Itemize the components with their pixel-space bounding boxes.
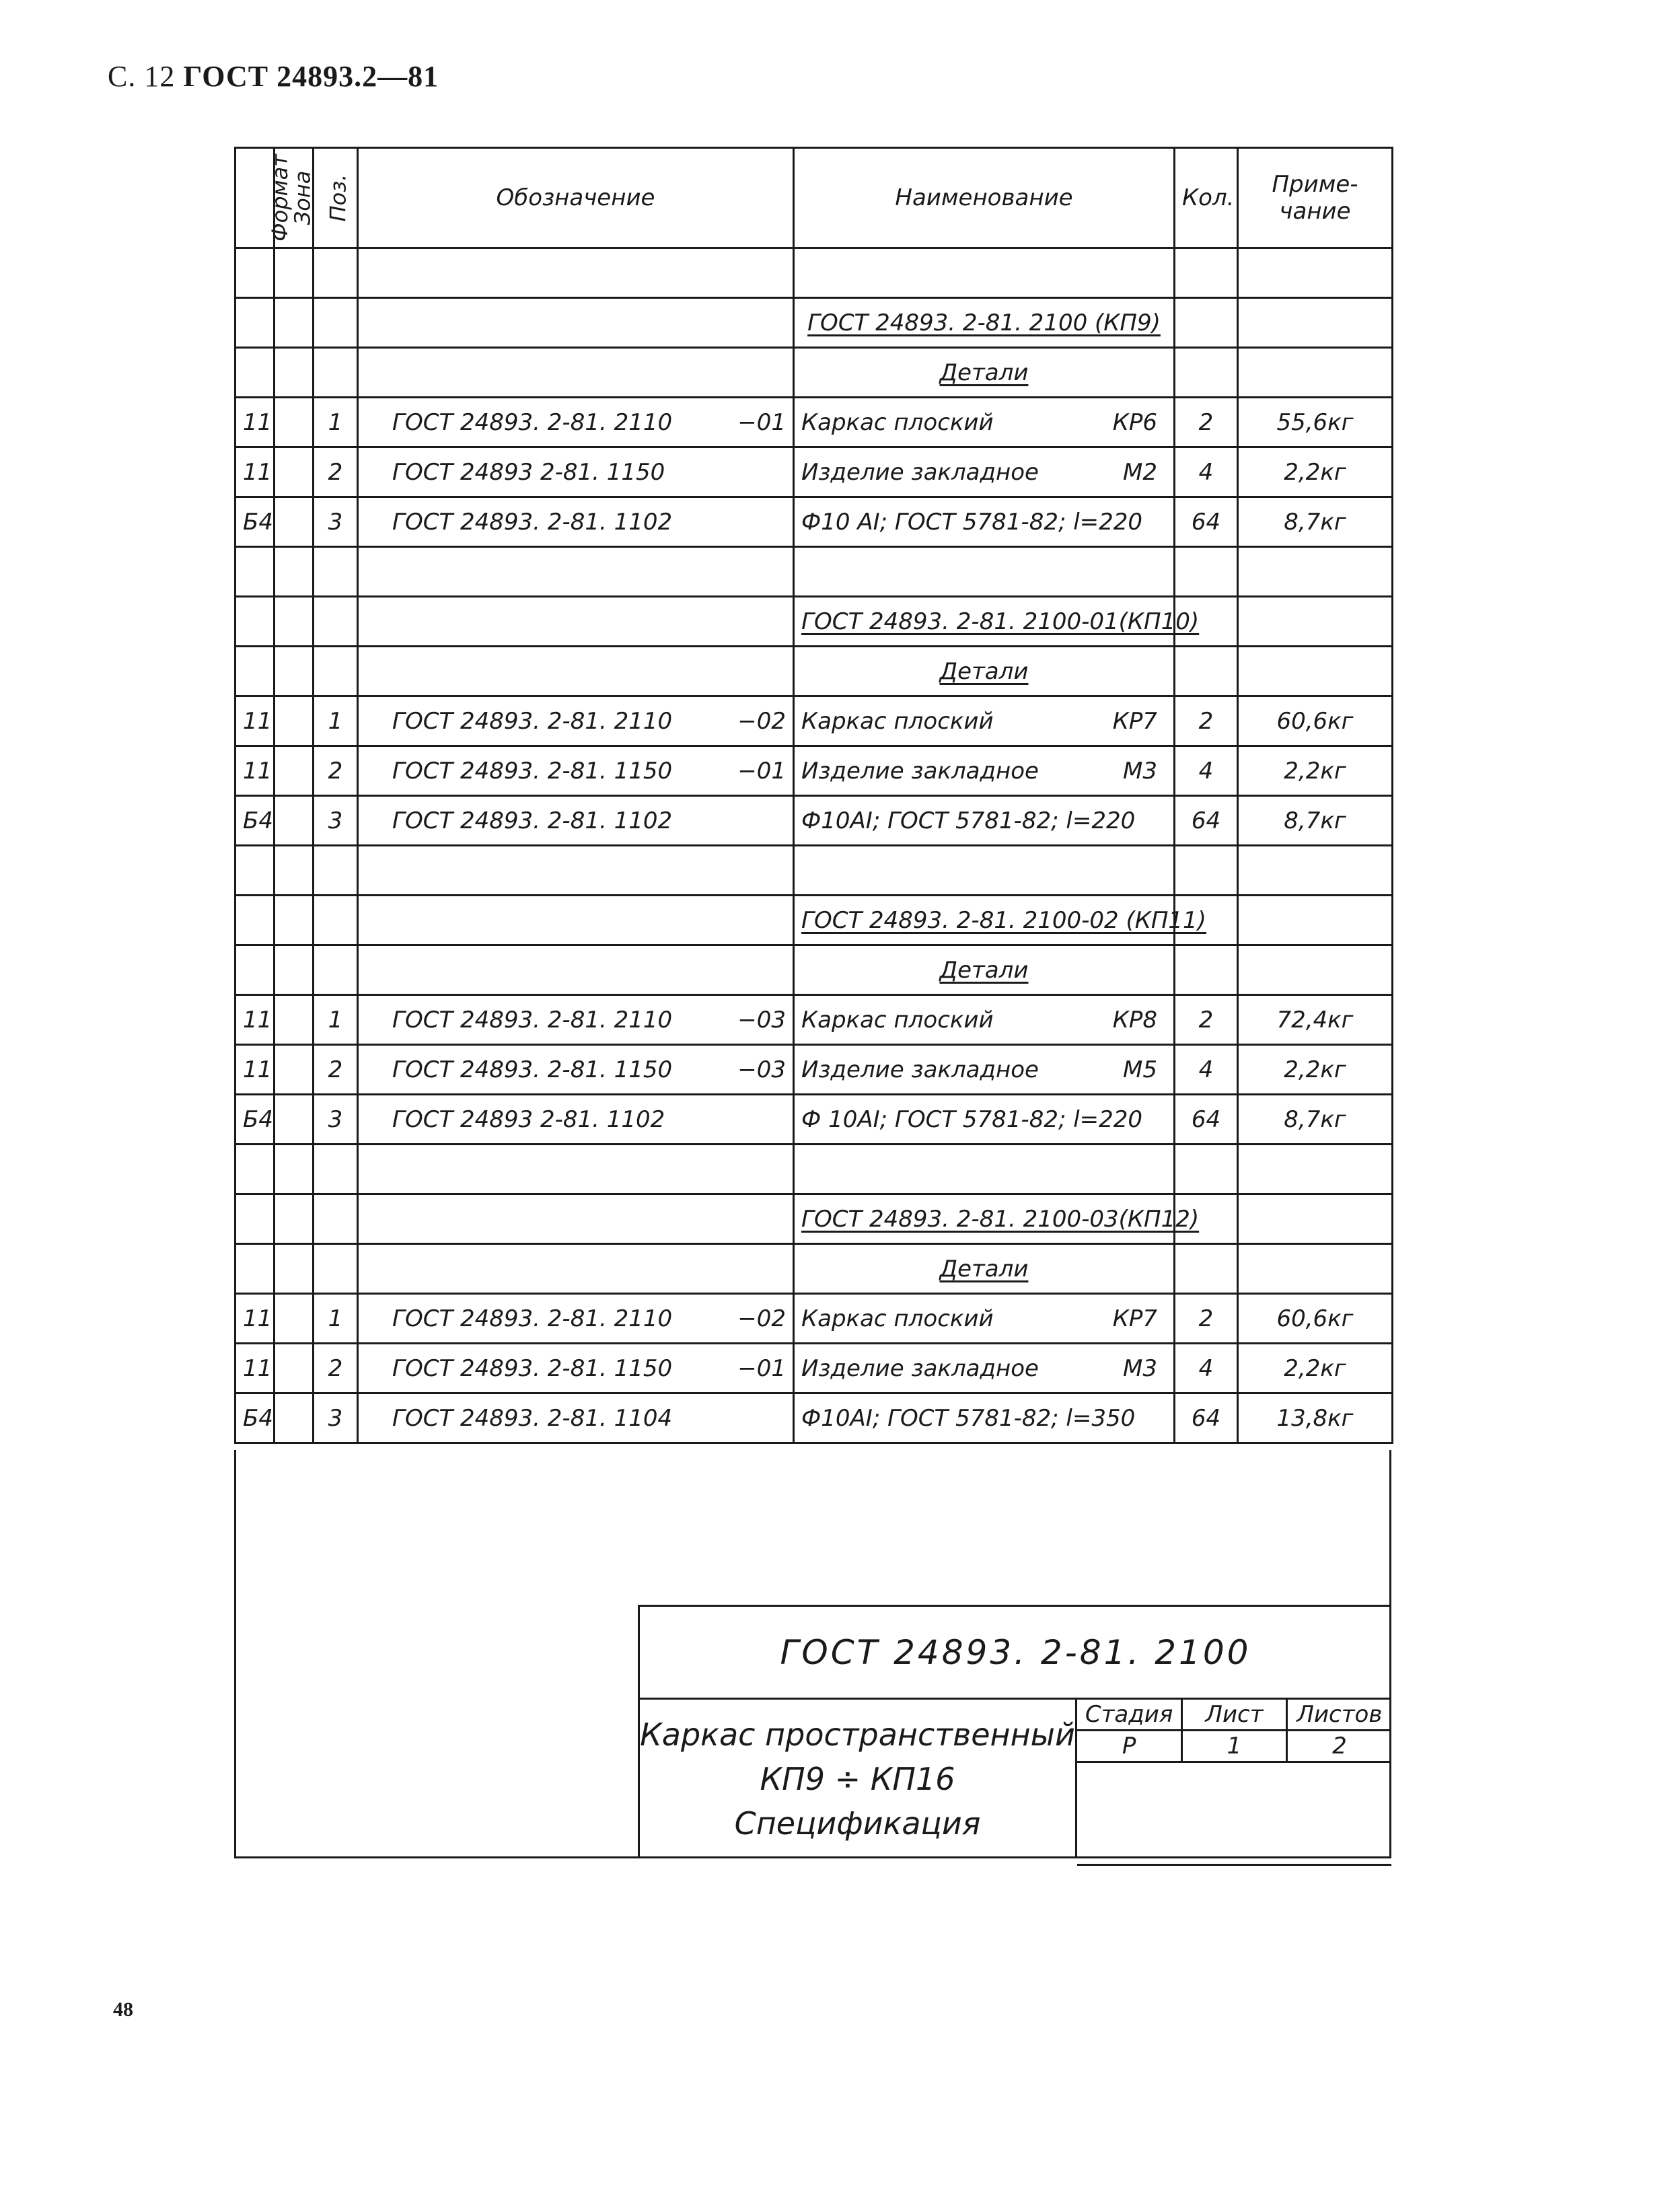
section-subheading-label: Детали [939,1255,1029,1282]
col-header-zone: Зона [275,148,314,248]
empty-cell [1238,547,1393,597]
format-cell: Б4 [235,497,275,547]
section-heading [235,597,1393,647]
qty-cell: 64 [1175,497,1238,547]
qty-cell: 2 [1175,398,1238,447]
name-wrap [801,1305,1167,1332]
zone-cell [275,796,314,846]
pos-cell: 2 [314,1045,358,1095]
designation-text: ГОСТ 24893. 2-81. 1104 [392,1404,673,1432]
empty-cell [275,248,314,298]
empty-cell [314,1145,358,1194]
pos-cell: 3 [314,497,358,547]
specification-body [235,248,1393,1443]
empty-cell [1175,647,1238,696]
section-heading [235,896,1393,945]
name-cell [794,497,1175,547]
format-cell: 11 [235,398,275,447]
designation-text: ГОСТ 24893. 2-81. 1150 [392,1354,673,1382]
qty-cell: 64 [1175,796,1238,846]
title-block-name-line2: КП9 ÷ КП16 [760,1761,955,1797]
name-cell [794,1344,1175,1393]
title-block-grid [1077,1700,1391,1866]
empty-cell [794,1145,1175,1194]
designation-cell [358,1045,794,1095]
table-row [235,1045,1393,1095]
name-text: Изделие закладное [801,1354,1039,1382]
col-header-pos: Поз. [314,148,358,248]
empty-cell [275,348,314,398]
name-text: Изделие закладное [801,1056,1039,1083]
name-cell [794,1393,1175,1443]
empty-cell [235,1194,275,1244]
pos-cell: 3 [314,1095,358,1145]
note-cell: 8,7кг [1238,497,1393,547]
empty-cell [235,248,275,298]
empty-cell [275,597,314,647]
title-block-empty-cell [1077,1762,1391,1865]
section-subheading-text [794,348,1175,398]
designation-text: ГОСТ 24893 2-81. 1102 [392,1106,665,1133]
table-row [235,796,1393,846]
table-row [235,398,1393,447]
header-standard: ГОСТ [183,60,269,93]
designation-wrap [365,708,786,735]
designation-text: ГОСТ 24893. 2-81. 1150 [392,1056,673,1083]
empty-cell [1238,846,1393,896]
zone-cell [275,995,314,1045]
pos-cell: 2 [314,447,358,497]
empty-cell [1175,547,1238,597]
empty-cell [314,647,358,696]
designation-wrap [365,1007,786,1034]
page-header [108,59,439,94]
name-cell [794,995,1175,1045]
section-subheading-label: Детали [939,956,1029,984]
empty-cell [275,547,314,597]
table-row [235,995,1393,1045]
name-wrap [801,1405,1167,1432]
name-cell [794,1045,1175,1095]
empty-cell [314,1194,358,1244]
designation-text: ГОСТ 24893. 2-81. 1102 [392,508,673,536]
mark-text: М2 [1123,458,1157,486]
name-cell [794,398,1175,447]
empty-cell [1175,298,1238,348]
format-cell: 11 [235,995,275,1045]
empty-cell [794,248,1175,298]
pos-cell: 3 [314,796,358,846]
empty-cell [275,1145,314,1194]
designation-suffix: −02 [737,707,786,735]
empty-cell [1238,1194,1393,1244]
name-cell [794,1095,1175,1145]
qty-cell: 64 [1175,1393,1238,1443]
designation-text: ГОСТ 24893 2-81. 1150 [392,458,665,486]
empty-cell [314,896,358,945]
empty-cell [1238,348,1393,398]
designation-cell [358,1095,794,1145]
section-heading-label: ГОСТ 24893. 2-81. 2100 (КП9) [807,309,1161,336]
empty-cell [358,846,794,896]
stage-value: Р [1077,1731,1182,1762]
designation-suffix: −02 [737,1305,786,1332]
qty-cell: 64 [1175,1095,1238,1145]
name-cell [794,1294,1175,1344]
mark-text: КР7 [1112,707,1157,735]
empty-cell [275,298,314,348]
zone-cell [275,1393,314,1443]
format-cell: 11 [235,1294,275,1344]
zone-cell [275,1294,314,1344]
zone-cell [275,1045,314,1095]
section-heading-label: ГОСТ 24893. 2-81. 2100-03(КП12) [801,1205,1200,1233]
format-cell: 11 [235,447,275,497]
section-subheading-label: Детали [939,657,1029,685]
col-header-qty: Кол. [1175,148,1238,248]
note-cell: 8,7кг [1238,796,1393,846]
name-text: Каркас плоский [801,707,994,735]
mark-text: М3 [1123,1354,1157,1382]
empty-cell [314,248,358,298]
name-wrap [801,758,1167,785]
section-heading-text [794,597,1200,647]
empty-cell [314,597,358,647]
format-cell: Б4 [235,796,275,846]
header-number: 24893.2—81 [277,60,439,93]
empty-cell [275,945,314,995]
name-text: Ф10 АI; ГОСТ 5781-82; l=220 [801,508,1143,536]
note-cell: 2,2кг [1238,746,1393,796]
section-heading [235,1194,1393,1244]
name-text: Каркас плоский [801,1006,994,1034]
note-cell: 13,8кг [1238,1393,1393,1443]
designation-text: ГОСТ 24893. 2-81. 1150 [392,757,673,785]
zone-cell [275,497,314,547]
designation-suffix: −03 [737,1056,786,1083]
zone-cell [275,696,314,746]
empty-cell [275,1244,314,1294]
zone-cell [275,398,314,447]
sheet-value: 1 [1182,1731,1287,1762]
empty-cell [358,1194,794,1244]
empty-cell [235,597,275,647]
table-row [235,1294,1393,1344]
name-wrap [801,1106,1167,1133]
qty-cell: 2 [1175,995,1238,1045]
name-text: Ф10АI; ГОСТ 5781-82; l=220 [801,807,1136,834]
empty-cell [235,945,275,995]
section-heading-text [794,896,1206,945]
section-subheading [235,1244,1393,1294]
title-block-code: ГОСТ 24893. 2-81. 2100 [640,1607,1391,1700]
empty-cell [1175,348,1238,398]
designation-cell [358,398,794,447]
empty-cell [275,846,314,896]
designation-suffix: −01 [737,757,786,785]
designation-wrap [365,1355,786,1382]
name-text: Ф 10АI; ГОСТ 5781-82; l=220 [801,1106,1143,1133]
empty-cell [235,348,275,398]
page-number: 48 [113,1998,133,2021]
name-text: Изделие закладное [801,458,1039,486]
section-subheading [235,945,1393,995]
empty-cell [358,298,794,348]
empty-cell [314,846,358,896]
empty-cell [358,647,794,696]
empty-cell [1175,846,1238,896]
name-wrap [801,1355,1167,1382]
section-heading-label: ГОСТ 24893. 2-81. 2100-02 (КП11) [801,906,1206,934]
name-text: Ф10АI; ГОСТ 5781-82; l=350 [801,1404,1136,1432]
designation-wrap [365,409,786,436]
section-heading-text [794,1194,1200,1244]
name-wrap [801,409,1167,436]
designation-wrap [365,1405,786,1432]
section-subheading [235,647,1393,696]
name-cell [794,696,1175,746]
table-row [235,447,1393,497]
table-row [235,746,1393,796]
designation-suffix: −03 [737,1006,786,1034]
empty-cell [358,597,794,647]
note-cell: 55,6кг [1238,398,1393,447]
designation-suffix: −01 [737,408,786,436]
qty-cell: 2 [1175,1294,1238,1344]
designation-text: ГОСТ 24893. 2-81. 2110 [392,1305,673,1332]
title-block-name-line1: Каркас пространственный [640,1716,1075,1753]
designation-cell [358,1393,794,1443]
qty-cell: 4 [1175,1344,1238,1393]
section-subheading-label: Детали [939,359,1029,386]
empty-cell [275,647,314,696]
table-row [235,696,1393,746]
section-subheading-text [794,945,1175,995]
empty-cell [235,1244,275,1294]
spacer-row [235,547,1393,597]
pos-cell: 2 [314,1344,358,1393]
col-header-name: Наименование [794,148,1175,248]
section-subheading-text [794,1244,1175,1294]
qty-cell: 4 [1175,447,1238,497]
empty-cell [275,896,314,945]
empty-cell [1238,647,1393,696]
empty-cell [1175,1244,1238,1294]
col-header-designation: Обозначение [358,148,794,248]
empty-cell [1238,1145,1393,1194]
mark-text: М5 [1123,1056,1157,1083]
empty-cell [314,945,358,995]
designation-text: ГОСТ 24893. 2-81. 2110 [392,707,673,735]
col-header-format: Формат [235,148,275,248]
name-wrap [801,509,1167,536]
pos-cell: 1 [314,696,358,746]
mark-text: КР8 [1112,1006,1157,1034]
name-text: Каркас плоский [801,1305,994,1332]
empty-cell [235,298,275,348]
designation-cell [358,497,794,547]
qty-cell: 4 [1175,746,1238,796]
stage-label: Стадия [1077,1700,1182,1731]
pos-cell: 3 [314,1393,358,1443]
name-wrap [801,1056,1167,1083]
title-block-name-line3: Спецификация [734,1805,981,1842]
designation-wrap [365,1106,786,1133]
designation-text: ГОСТ 24893. 2-81. 2110 [392,1006,673,1034]
empty-cell [358,945,794,995]
designation-wrap [365,459,786,486]
section-heading-label: ГОСТ 24893. 2-81. 2100-01(КП10) [801,608,1200,635]
header-prefix: С. 12 [108,60,176,93]
table-row [235,497,1393,547]
name-text: Изделие закладное [801,757,1039,785]
format-cell: 11 [235,696,275,746]
section-heading-text [794,298,1175,348]
empty-cell [235,1145,275,1194]
zone-cell [275,746,314,796]
section-subheading-text [794,647,1175,696]
empty-cell [275,1194,314,1244]
empty-cell [1175,248,1238,298]
sheet-label: Лист [1182,1700,1287,1731]
empty-cell [235,647,275,696]
section-heading [235,298,1393,348]
designation-text: ГОСТ 24893. 2-81. 2110 [392,408,673,436]
format-cell: Б4 [235,1393,275,1443]
empty-cell [314,298,358,348]
col-header-note: Приме- чание [1238,148,1393,248]
pos-cell: 1 [314,995,358,1045]
empty-cell [794,547,1175,597]
empty-cell [314,547,358,597]
designation-wrap [365,509,786,536]
mark-text: КР7 [1112,1305,1157,1332]
table-row [235,1393,1393,1443]
format-cell: 11 [235,1344,275,1393]
empty-cell [1238,1244,1393,1294]
pos-cell: 1 [314,1294,358,1344]
designation-cell [358,796,794,846]
title-block [638,1605,1391,1858]
table-row [235,1344,1393,1393]
empty-cell [235,896,275,945]
mark-text: М3 [1123,757,1157,785]
empty-cell [1238,597,1393,647]
designation-cell [358,1294,794,1344]
empty-cell [358,547,794,597]
designation-wrap [365,807,786,834]
format-cell: 11 [235,746,275,796]
designation-cell [358,746,794,796]
qty-cell: 4 [1175,1045,1238,1095]
format-cell: 11 [235,1045,275,1095]
designation-cell [358,1344,794,1393]
spacer-row [235,846,1393,896]
note-cell: 2,2кг [1238,1344,1393,1393]
empty-cell [1175,945,1238,995]
empty-cell [1238,298,1393,348]
name-wrap [801,807,1167,834]
specification-table [234,147,1393,1444]
zone-cell [275,1344,314,1393]
empty-cell [794,846,1175,896]
empty-cell [1238,945,1393,995]
empty-cell [1238,896,1393,945]
designation-cell [358,995,794,1045]
empty-cell [358,248,794,298]
empty-cell [1238,248,1393,298]
zone-cell [275,1095,314,1145]
table-header-row [235,148,1393,248]
sheets-value: 2 [1286,1731,1391,1762]
empty-cell [235,846,275,896]
empty-cell [358,1244,794,1294]
mark-text: КР6 [1112,408,1157,436]
note-cell: 8,7кг [1238,1095,1393,1145]
zone-cell [275,447,314,497]
pos-cell: 2 [314,746,358,796]
section-subheading [235,348,1393,398]
empty-cell [358,1145,794,1194]
spacer-row [235,248,1393,298]
note-cell: 2,2кг [1238,447,1393,497]
empty-cell [1175,1145,1238,1194]
note-cell: 72,4кг [1238,995,1393,1045]
empty-cell [314,1244,358,1294]
designation-suffix: −01 [737,1354,786,1382]
spacer-row [235,1145,1393,1194]
name-cell [794,447,1175,497]
qty-cell: 2 [1175,696,1238,746]
designation-cell [358,696,794,746]
empty-cell [235,547,275,597]
name-cell [794,796,1175,846]
note-cell: 60,6кг [1238,696,1393,746]
name-text: Каркас плоский [801,408,994,436]
empty-cell [358,896,794,945]
sheets-label: Листов [1286,1700,1391,1731]
empty-cell [314,348,358,398]
name-cell [794,746,1175,796]
name-wrap [801,459,1167,486]
note-cell: 2,2кг [1238,1045,1393,1095]
empty-cell [358,348,794,398]
designation-text: ГОСТ 24893. 2-81. 1102 [392,807,673,834]
pos-cell: 1 [314,398,358,447]
title-block-name [640,1700,1077,1858]
note-cell: 60,6кг [1238,1294,1393,1344]
designation-wrap [365,758,786,785]
name-wrap [801,708,1167,735]
name-wrap [801,1007,1167,1034]
format-cell: Б4 [235,1095,275,1145]
table-row [235,1095,1393,1145]
designation-wrap [365,1305,786,1332]
designation-cell [358,447,794,497]
designation-wrap [365,1056,786,1083]
